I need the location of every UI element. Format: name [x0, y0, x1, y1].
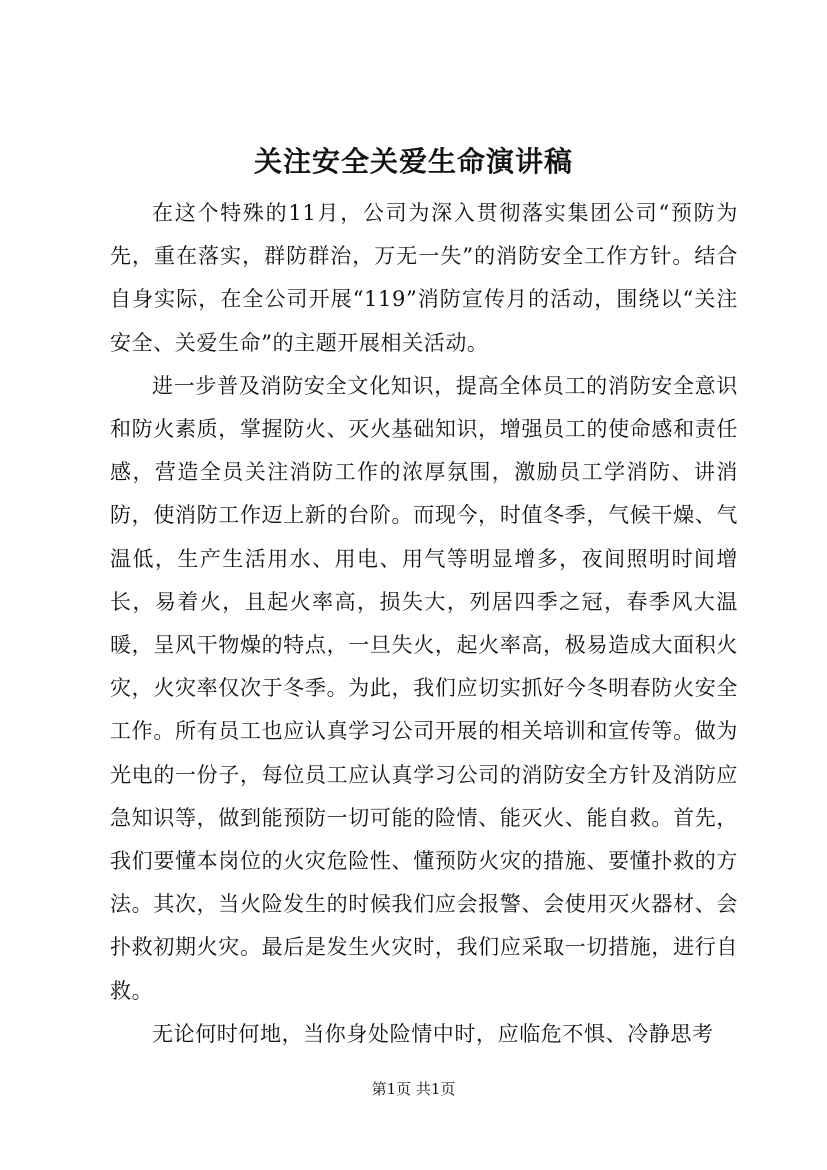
page-footer: 第1页 共1页 [371, 1080, 456, 1098]
paragraph-3: 无论何时何地，当你身处险情中时，应临危不惧、冷静思考 [152, 1021, 714, 1046]
paragraph-2: 进一步普及消防安全文化知识，提高全体员工的消防安全意识和防火素质，掌握防火、灭火基础知识，增强员工的使命感和责任感，营造全员关注消防工作的浓厚氛围，激励员工学消防、讲消防，使消防工作迈上新的台阶。而现今，时值冬季，气候干燥、气温低，生产生活用水、用电、用气等明显增多，夜间照明时间增长，易着火，且起火率高，损失大，列居四季之冠，春季风大温暖，呈风干物燥的特点，一旦失火，起火率高，极易造成大面积火灾，火灾率仅次于冬季。为此，我们应切实抓好今冬明春防火安全工作。所有员工也应认真学习公司开展的相关培训和宣传等。做为光电的一份子，每位员工应认真学习公司的消防安全方针及消防应急知识等，做到能预防一切可能的险情、能灭火、能自救。首先，我们要懂本岗位的火灾危险性、懂预防火灾的措施、要懂扑救的方法。其次，当火险发生的时候我们应会报警、会使用灭火器材、会扑救初期火灾。最后是发生火灾时，我们应采取一切措施，进行自救。 [110, 373, 738, 1003]
paragraph-1: 在这个特殊的11月，公司为深入贯彻落实集团公司“预防为先，重在落实，群防群治，万无一失”的消防安全工作方针。结合自身实际，在全公司开展“119”消防宣传月的活动，围绕以“关注安全、关爱生命”的主题开展相关活动。 [110, 201, 738, 355]
document-title: 关注安全关爱生命演讲稿 [253, 145, 573, 178]
document-body [110, 192, 738, 1056]
